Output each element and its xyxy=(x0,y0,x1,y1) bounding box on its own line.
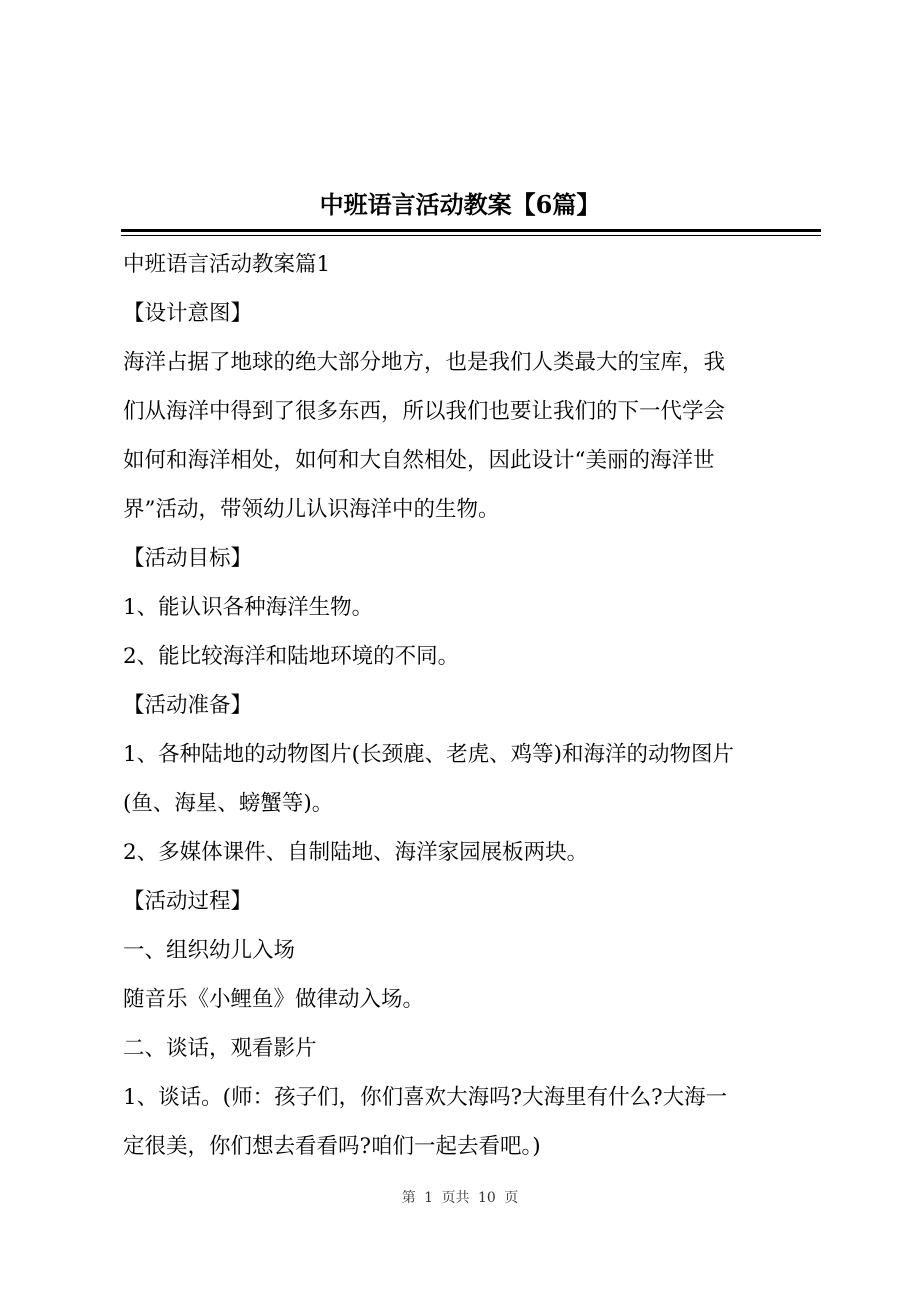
document-title: 中班语言活动教案【6篇】 xyxy=(319,190,601,219)
page-number-footer: 第 1 页共 10 页 xyxy=(401,1190,519,1206)
subsection-heading-preparation: 【活动准备】 xyxy=(123,693,253,718)
title-divider-thin xyxy=(121,235,821,236)
title-divider-thick xyxy=(121,229,821,232)
paragraph-line: 如何和海洋相处，如何和大自然相处，因此设计“美丽的海洋世 xyxy=(123,448,715,473)
paragraph-line: 界”活动，带领幼儿认识海洋中的生物。 xyxy=(123,497,500,522)
list-item: 2、能比较海洋和陆地环境的不同。 xyxy=(123,644,460,669)
paragraph-line: 海洋占据了地球的绝大部分地方，也是我们人类最大的宝库，我 xyxy=(123,350,726,375)
list-item: 1、能认识各种海洋生物。 xyxy=(123,595,374,620)
subsection-heading-design-intent: 【设计意图】 xyxy=(123,301,253,326)
subsection-heading-process: 【活动过程】 xyxy=(123,889,253,914)
paragraph-line: 随音乐《小鲤鱼》做律动入场。 xyxy=(123,987,425,1012)
subsection-heading-goals: 【活动目标】 xyxy=(123,546,253,571)
step-heading: 一、组织幼儿入场 xyxy=(123,938,296,963)
document-body xyxy=(123,246,823,1166)
step-heading: 二、谈话，观看影片 xyxy=(123,1036,317,1061)
list-item: 1、各种陆地的动物图片(长颈鹿、老虎、鸡等)和海洋的动物图片 xyxy=(123,742,734,767)
paragraph-line: 们从海洋中得到了很多东西，所以我们也要让我们的下一代学会 xyxy=(123,399,726,424)
section-heading: 中班语言活动教案篇1 xyxy=(123,252,331,277)
list-item-continuation: 定很美，你们想去看看吗?咱们一起去看吧。) xyxy=(123,1134,541,1159)
list-item: 1、谈话。(师：孩子们，你们喜欢大海吗?大海里有什么?大海一 xyxy=(123,1085,728,1110)
list-item: 2、多媒体课件、自制陆地、海洋家园展板两块。 xyxy=(123,840,589,865)
list-item-continuation: (鱼、海星、螃蟹等)。 xyxy=(123,791,334,816)
